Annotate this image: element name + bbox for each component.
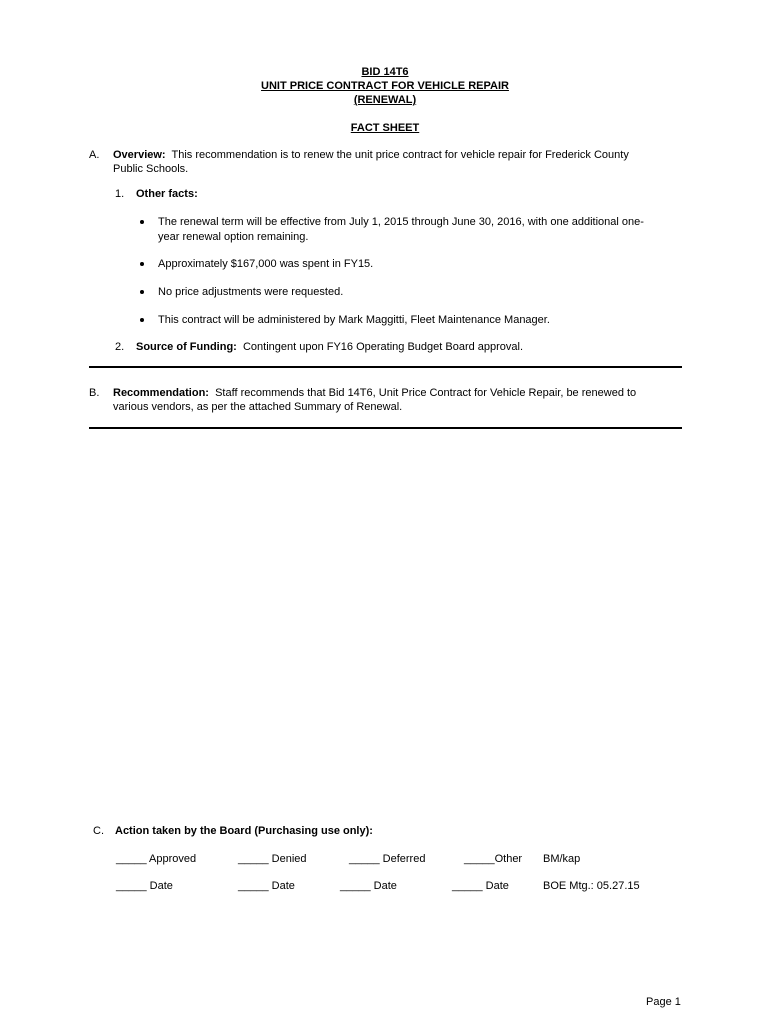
recommendation-line2: various vendors, as per the attached Summary of Renewal.: [113, 401, 403, 413]
approved-field[interactable]: _____ Approved: [116, 853, 197, 865]
other-facts-number: 1.: [115, 188, 125, 200]
funding-label: Source of Funding:: [136, 341, 237, 353]
contract-status: (RENEWAL): [353, 94, 417, 106]
recommendation-line1: Staff recommends that Bid 14T6, Unit Price Contract for Vehicle Repair, be renewed to: [215, 387, 637, 399]
approved-date-field[interactable]: _____ Date: [116, 880, 173, 892]
fact-sheet-title: FACT SHEET: [350, 122, 420, 134]
action-label: Action taken by the Board (Purchasing use only):: [115, 825, 373, 837]
bid-number: BID 14T6: [361, 66, 409, 78]
bullet-text-line1: This contract will be administered by Mark Maggitti, Fleet Maintenance Manager.: [158, 314, 550, 326]
section-b-letter: B.: [89, 387, 100, 399]
contract-title: UNIT PRICE CONTRACT FOR VEHICLE REPAIR: [261, 80, 509, 92]
overview-text-line1: This recommendation is to renew the unit price contract for vehicle repair for Frederick County: [171, 149, 629, 161]
boe-meeting-text: BOE Mtg.: 05.27.15: [543, 880, 640, 892]
denied-date-field[interactable]: _____ Date: [238, 880, 295, 892]
page-number: Page 1: [646, 996, 681, 1008]
overview-paragraph: [113, 148, 683, 162]
section-c-letter: C.: [93, 825, 104, 837]
deferred-field[interactable]: _____ Deferred: [349, 853, 426, 865]
overview-label: Overview:: [113, 149, 166, 161]
bullet-text-line1: The renewal term will be effective from July 1, 2015 through June 30, 2016, with one additional one-: [158, 216, 644, 228]
bullet-icon: [140, 220, 144, 224]
initials-text: BM/kap: [543, 853, 581, 865]
bullet-text-line2: year renewal option remaining.: [158, 231, 309, 243]
funding-paragraph: [136, 340, 523, 354]
bullet-icon: [140, 290, 144, 294]
bullet-icon: [140, 318, 144, 322]
funding-number: 2.: [115, 341, 125, 353]
other-facts-label: Other facts:: [136, 188, 198, 200]
denied-field[interactable]: _____ Denied: [238, 853, 307, 865]
other-date-field[interactable]: _____ Date: [452, 880, 509, 892]
section-a-letter: A.: [89, 149, 100, 161]
other-field[interactable]: _____Other: [464, 853, 523, 865]
recommendation-label: Recommendation:: [113, 387, 209, 399]
deferred-date-field[interactable]: _____ Date: [340, 880, 397, 892]
bullet-icon: [140, 262, 144, 266]
divider-line: [89, 427, 682, 429]
overview-text-line2: Public Schools.: [113, 163, 189, 175]
bullet-text-line1: Approximately $167,000 was spent in FY15.: [158, 258, 374, 270]
recommendation-paragraph: [113, 386, 683, 400]
divider-line: [89, 366, 682, 368]
bullet-text-line1: No price adjustments were requested.: [158, 286, 344, 298]
funding-text: Contingent upon FY16 Operating Budget Board approval.: [242, 341, 524, 353]
